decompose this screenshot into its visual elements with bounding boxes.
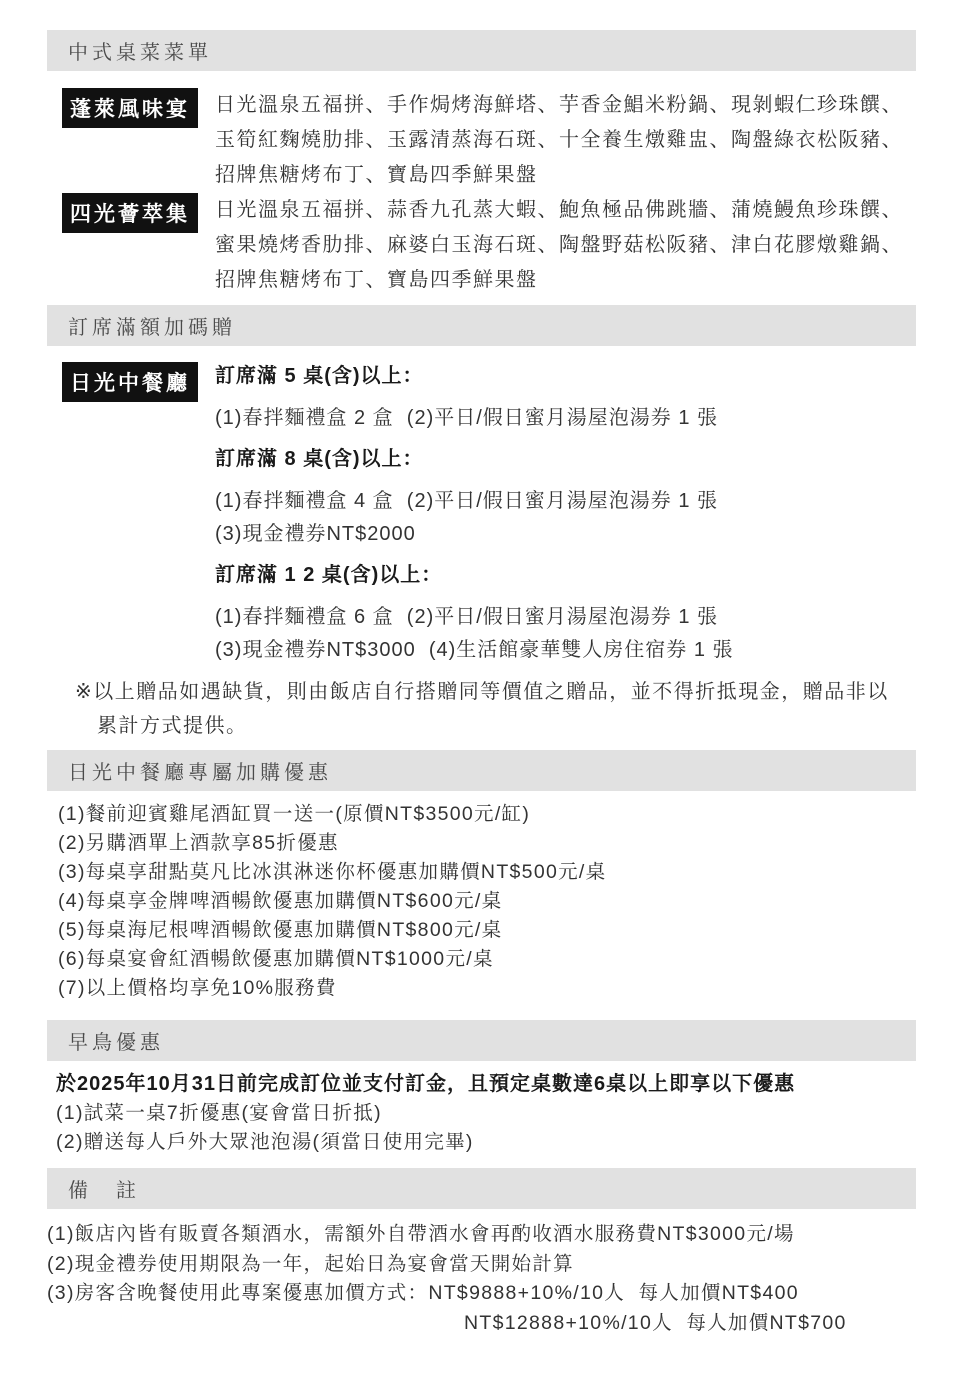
tier-line: (1)春拌麵禮盒 2 盒 (2)平日/假日蜜月湯屋泡湯券 1 張 [215, 407, 719, 429]
tier-heading: 訂席滿 5 桌(含)以上： [215, 365, 424, 387]
tier-heading: 訂席滿 8 桌(含)以上： [215, 448, 424, 470]
remark-item-continuation: NT$12888+10%/10人 每人加價NT$700 [464, 1311, 847, 1334]
section-title-early-bird: 早鳥優惠 [68, 1032, 164, 1054]
addon-offer-item: (3)每桌享甜點莫凡比冰淇淋迷你杯優惠加購價NT$500元/桌 [58, 861, 607, 883]
tier-line: (3)現金禮券NT$2000 [215, 523, 416, 545]
menu-dishes-line: 日光溫泉五福拼、蒜香九孔蒸大蝦、鮑魚極品佛跳牆、蒲燒鰻魚珍珠饌、 [215, 199, 903, 221]
menu-set-label-siguang: 四光薈萃集 [62, 193, 198, 233]
menu-set-siguang [62, 193, 919, 298]
addon-offer-item: (2)另購酒單上酒款享85折優惠 [58, 832, 339, 854]
addon-offer-item: (6)每桌宴會紅酒暢飲優惠加購價NT$1000元/桌 [58, 948, 494, 970]
addon-offers-list [58, 800, 919, 1003]
note-line: ※以上贈品如遇缺貨，則由飯店自行搭贈同等價值之贈品，並不得折抵現金，贈品非以 [75, 681, 889, 703]
menu-dishes-line: 日光溫泉五福拼、手作焗烤海鮮塔、芋香金鯧米粉鍋、現剝蝦仁珍珠饌、 [215, 94, 903, 116]
remark-item: (3)房客含晚餐使用此專案優惠加價方式：NT$9888+10%/10人 每人加價NT$400 [47, 1282, 799, 1304]
bonus-tier-8-tables [215, 445, 734, 551]
section-title-chinese-menu: 中式桌菜菜單 [68, 42, 212, 64]
note-line: 累計方式提供。 [97, 715, 248, 737]
menu-dishes-penglai [215, 88, 903, 193]
addon-offer-item: (1)餐前迎賓雞尾酒缸買一送一(原價NT$3500元/缸) [58, 803, 531, 825]
section-bar-addon-offers [47, 750, 916, 791]
menu-dishes-line: 招牌焦糖烤布丁、寶島四季鮮果盤 [215, 269, 538, 291]
early-bird-item: (1)試菜一桌7折優惠(宴會當日折抵) [56, 1102, 382, 1124]
venue-label: 日光中餐廳 [62, 362, 198, 402]
tier-line: (1)春拌麵禮盒 6 盒 (2)平日/假日蜜月湯屋泡湯券 1 張 [215, 606, 719, 628]
section-bar-booking-bonus [47, 305, 916, 346]
addon-offer-item: (7)以上價格均享免10%服務費 [58, 977, 337, 999]
menu-set-penglai [62, 88, 919, 193]
early-bird-condition-heading: 於2025年10月31日前完成訂位並支付訂金，且預定桌數達6桌以上即享以下優惠 [56, 1073, 796, 1095]
section-title-addon-offers: 日光中餐廳專屬加購優惠 [68, 762, 332, 784]
bonus-disclaimer-note [75, 675, 919, 743]
menu-dishes-line: 蜜果燒烤香肋排、麻婆白玉海石斑、陶盤野菇松阪豬、津白花膠燉雞鍋、 [215, 234, 903, 256]
menu-dishes-line: 玉筍紅麴燒肋排、玉露清蒸海石斑、十全養生燉雞盅、陶盤綠衣松阪豬、 [215, 129, 903, 151]
early-bird-item: (2)贈送每人戶外大眾池泡湯(須當日使用完畢) [56, 1131, 474, 1153]
early-bird-block [56, 1070, 919, 1157]
section-title-remarks: 備 註 [68, 1180, 140, 1202]
bonus-tier-5-tables [215, 362, 734, 435]
remark-item: (2)現金禮券使用期限為一年，起始日為宴會當天開始計算 [47, 1252, 574, 1275]
tier-heading: 訂席滿 1 2 桌(含)以上： [215, 564, 443, 586]
addon-offer-item: (5)每桌海尼根啤酒暢飲優惠加購價NT$800元/桌 [58, 919, 503, 941]
remarks-list [47, 1220, 919, 1338]
bonus-tiers [215, 362, 734, 667]
tier-line: (1)春拌麵禮盒 4 盒 (2)平日/假日蜜月湯屋泡湯券 1 張 [215, 490, 719, 512]
menu-dishes-line: 招牌焦糖烤布丁、寶島四季鮮果盤 [215, 164, 538, 186]
menu-dishes-siguang [215, 193, 903, 298]
section-bar-remarks [47, 1168, 916, 1209]
menu-set-label-penglai: 蓬萊風味宴 [62, 88, 198, 128]
document-page [0, 30, 959, 1387]
section-bar-early-bird [47, 1020, 916, 1061]
section-bar-chinese-menu [47, 30, 916, 71]
remark-item: (1)飯店內皆有販賣各類酒水，需額外自帶酒水會再酌收酒水服務費NT$3000元/場 [47, 1223, 795, 1245]
bonus-tier-12-tables [215, 561, 734, 667]
addon-offer-item: (4)每桌享金牌啤酒暢飲優惠加購價NT$600元/桌 [58, 890, 503, 912]
tier-line: (3)現金禮券NT$3000 (4)生活館豪華雙人房住宿券 1 張 [215, 639, 734, 661]
bonus-venue-block [62, 362, 919, 667]
section-title-booking-bonus: 訂席滿額加碼贈 [68, 317, 236, 339]
